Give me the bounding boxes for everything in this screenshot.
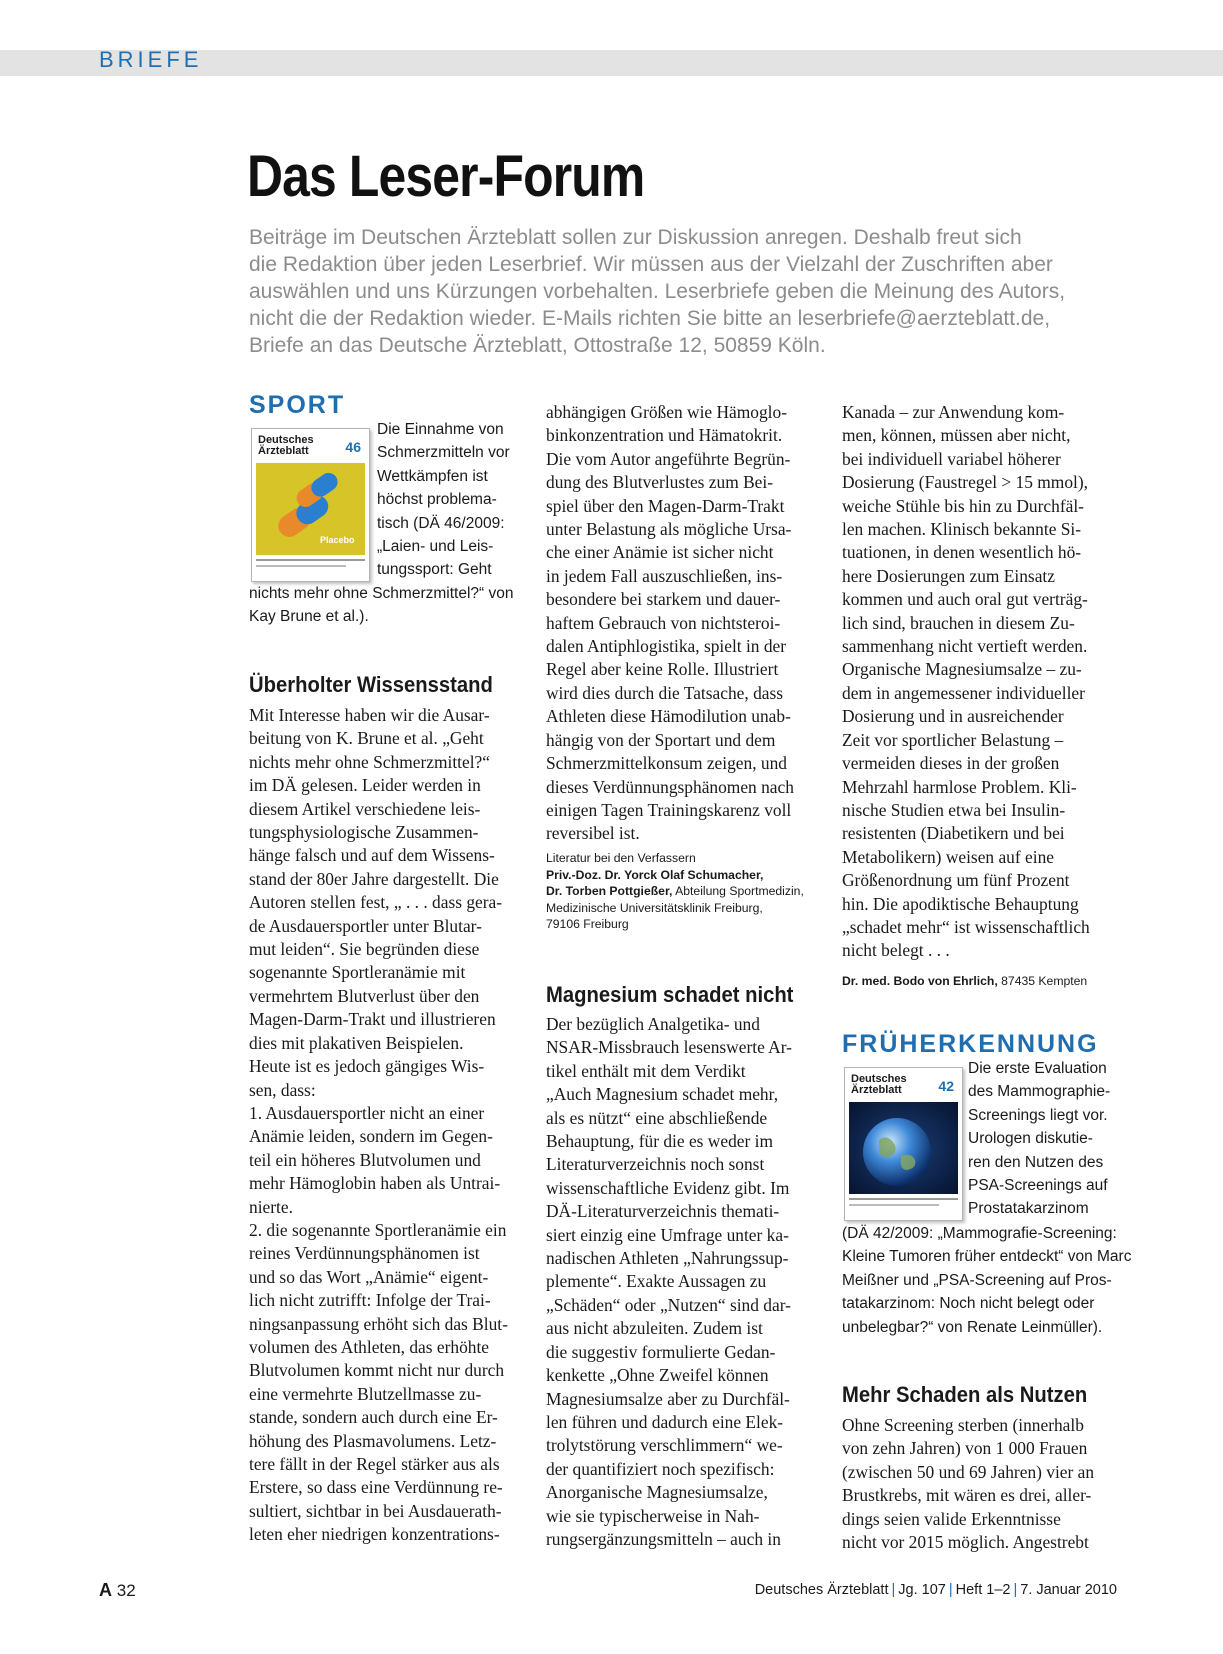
body-line: die suggestiv formulierte Gedan-: [546, 1341, 776, 1362]
teaser-line: nichts mehr ohne Schmerzmittel?“ von: [249, 585, 514, 602]
body-line: bei individuell variabel höherer: [842, 448, 1061, 469]
body-line: dings seien valide Erkenntnisse: [842, 1508, 1061, 1529]
teaser-line: Urologen diskutie-: [968, 1130, 1093, 1148]
body-line: eine vermehrte Blutzellmasse zu-: [249, 1383, 482, 1404]
body-line: siert einzig eine Umfrage unter ka-: [546, 1224, 789, 1245]
body-line: unter Belastung als mögliche Ursa-: [546, 519, 792, 540]
teaser-line: Wettkämpfen ist: [377, 467, 488, 485]
teaser-line: unbelegbar?“ von Renate Leinmüller).: [842, 1318, 1103, 1336]
category-sport: SPORT: [249, 391, 346, 419]
body-line: Der bezüglich Analgetika- und: [546, 1014, 760, 1034]
body-line: Kanada – zur Anwendung kom-: [842, 402, 1065, 422]
intro-text: [249, 224, 1129, 359]
literature-note: Literatur bei den Verfassern: [546, 851, 696, 865]
letter-heading-schaden: Mehr Schaden als Nutzen: [842, 1382, 1088, 1407]
body-line: vermehrtem Blutverlust über den: [249, 985, 480, 1006]
body-line: leten eher niedrigen konzentrations-: [249, 1524, 500, 1545]
teaser-line: höchst problema-: [377, 491, 497, 509]
body-line: sen, dass:: [249, 1079, 316, 1100]
body-line: kenkette „Ohne Zweifel können: [546, 1365, 769, 1386]
teaser-line: Meißner und „PSA-Screening auf Pros-: [842, 1271, 1112, 1289]
body-line: mehr Hämoglobin haben als Untrai-: [249, 1173, 501, 1194]
section-label: BRIEFE: [99, 47, 203, 72]
signature-place: 87435 Kempten: [997, 974, 1088, 988]
letter-body-wissensstand-continued: [546, 401, 818, 846]
teaser-line: (DÄ 42/2009: „Mammografie-Screening:: [842, 1225, 1117, 1242]
body-line: besondere bei starkem und dauer-: [546, 589, 781, 610]
body-line: lich nicht zutrifft: Infolge der Trai-: [249, 1290, 491, 1311]
body-line: nische Studien etwa bei Insulin-: [842, 799, 1066, 820]
teaser-line: tisch (DÄ 46/2009:: [377, 514, 505, 532]
letter-heading-wissensstand: Überholter Wissensstand: [249, 672, 493, 697]
body-line: Die vom Autor angeführte Begrün-: [546, 448, 791, 469]
body-line: Regel aber keine Rolle. Illustriert: [546, 659, 779, 680]
body-line: Mit Interesse haben wir die Ausar-: [249, 705, 490, 725]
intro-line: die Redaktion über jeden Leserbrief. Wir müssen aus der Vielzahl der Zuschriften aber: [249, 253, 1053, 276]
signature-institution: Medizinische Universitätsklinik Freiburg,: [546, 900, 763, 915]
letter-body-magnesium: [546, 1013, 818, 1551]
page-number: A 32: [99, 1580, 136, 1600]
body-line: resistenten (Diabetikern und bei: [842, 823, 1065, 844]
body-line: Organische Magnesiumsalze – zu-: [842, 659, 1082, 680]
earth-globe-image: [849, 1102, 958, 1194]
body-line: binkonzentration und Hämatokrit.: [546, 425, 783, 446]
magazine-cover-42: [844, 1067, 963, 1221]
body-line: „schadet mehr“ ist wissenschaftlich: [842, 916, 1090, 937]
body-line: „Schäden“ oder „Nutzen“ sind dar-: [546, 1294, 791, 1315]
body-line: als es nützt“ eine abschließende: [546, 1107, 768, 1128]
body-line: len führen und dadurch eine Elek-: [546, 1411, 784, 1432]
body-line: reversibel ist.: [546, 823, 640, 844]
body-line: 2. die sogenannte Sportleranämie ein: [249, 1219, 507, 1240]
body-line: Blutvolumen kommt nicht nur durch: [249, 1360, 505, 1381]
teaser-line: Die Einnahme von: [377, 421, 504, 438]
body-line: wie sie typischerweise in Nah-: [546, 1505, 760, 1526]
body-line: wissenschaftliche Evidenz gibt. Im: [546, 1177, 790, 1198]
body-line: tuationen, in denen wesentlich hö-: [842, 542, 1082, 563]
body-line: nichts mehr ohne Schmerzmittel?“: [249, 751, 490, 772]
body-line: nierte.: [249, 1196, 293, 1217]
body-line: hänge falsch und auf dem Wissens-: [249, 845, 495, 866]
teaser-line: Screenings liegt vor.: [968, 1106, 1108, 1124]
body-line: Mehrzahl harmlose Problem. Kli-: [842, 776, 1077, 797]
body-line: Athleten diese Hämodilution unab-: [546, 706, 791, 727]
signature-affiliation: Abteilung Sportmedizin,: [672, 884, 804, 898]
body-line: che einer Anämie ist sicher nicht: [546, 542, 774, 563]
body-line: Magnesiumsalze aber zu Durchfäl-: [546, 1388, 790, 1409]
body-line: „Auch Magnesium schadet mehr,: [546, 1084, 779, 1105]
teaser-line: tatakarzinom: Noch nicht belegt oder: [842, 1295, 1095, 1313]
body-line: sultiert, sichtbar in bei Ausdauerath-: [249, 1500, 502, 1521]
body-line: ningsanpassung erhöht sich das Blut-: [249, 1313, 508, 1334]
body-line: trolytstörung verschlimmern“ we-: [546, 1435, 783, 1456]
signature-author-1: Priv.-Doz. Dr. Yorck Olaf Schumacher,: [546, 867, 764, 882]
body-line: Magen-Darm-Trakt und illustrieren: [249, 1009, 496, 1030]
intro-line: auswählen und uns Kürzungen vorbehalten. Leserbriefe geben die Meinung des Autors,: [249, 280, 1066, 303]
body-line: sogenannte Sportleranämie mit: [249, 962, 466, 983]
body-line: tere fällt in der Regel stärker aus als: [249, 1454, 500, 1474]
body-line: abhängigen Größen wie Hämoglo-: [546, 402, 787, 422]
body-line: Schmerzmittelkonsum zeigen, und: [546, 753, 787, 774]
body-line: nadischen Athleten „Nahrungssup-: [546, 1248, 789, 1269]
body-line: 1. Ausdauersportler nicht an einer: [249, 1102, 485, 1123]
body-line: Metabolikern) weisen auf eine: [842, 846, 1054, 867]
body-line: stand der 80er Jahre dargestellt. Die: [249, 868, 499, 889]
body-line: Zeit vor sportlicher Belastung –: [842, 729, 1064, 750]
body-line: Autoren stellen fest, „ . . . dass gera-: [249, 892, 503, 913]
teaser-line: „Laien- und Leis-: [377, 538, 494, 556]
footer-volume: Jg. 107: [898, 1582, 946, 1598]
body-line: lich sind, brauchen in diesem Zu-: [842, 612, 1075, 633]
body-line: einigen Tagen Trainingskarenz voll: [546, 799, 792, 820]
body-line: tungsphysiologische Zusammen-: [249, 822, 479, 843]
body-line: men, können, müssen aber nicht,: [842, 425, 1071, 446]
body-line: wird dies durch die Tatsache, dass: [546, 682, 784, 703]
cover-masthead: Deutsches Ärzteblatt: [258, 434, 314, 457]
cover-label: Placebo: [320, 535, 355, 545]
body-line: Literaturverzeichnis noch sonst: [546, 1154, 765, 1175]
page-title: Das Leser-Forum: [247, 144, 645, 209]
body-line: Brustkrebs, mit wären es drei, aller-: [842, 1485, 1092, 1506]
sport-teaser: [377, 418, 510, 582]
body-line: Behauptung, für die es weder im: [546, 1131, 773, 1152]
body-line: here Dosierungen zum Einsatz: [842, 565, 1055, 586]
body-line: Heute ist es jedoch gängiges Wis-: [249, 1056, 485, 1077]
signature-author-2: Dr. Torben Pottgießer,: [546, 884, 673, 898]
letter-body-wissensstand: [249, 704, 521, 1547]
body-line: im DÄ gelesen. Leider werden in: [249, 775, 481, 796]
frueh-teaser: [968, 1057, 1110, 1221]
body-line: von zehn Jahren) von 1 000 Frauen: [842, 1438, 1088, 1459]
body-line: beitung von K. Brune et al. „Geht: [249, 728, 484, 749]
teaser-line: Prostatakarzinom: [968, 1200, 1089, 1218]
body-line: hin. Die apodiktische Behauptung: [842, 893, 1079, 914]
intro-line: Beiträge im Deutschen Ärzteblatt sollen zur Diskussion anregen. Deshalb freut sich: [249, 226, 1022, 249]
body-line: spiel über den Magen-Darm-Trakt: [546, 495, 785, 516]
cover-issue-number: 42: [938, 1078, 954, 1094]
body-line: NSAR-Missbrauch lesenswerte Ar-: [546, 1037, 792, 1058]
body-line: der quantifiziert noch spezifisch:: [546, 1458, 775, 1479]
journal-footer: Deutsches Ärzteblatt | Jg. 107 | Heft 1–2 | 7. Januar 2010: [754, 1582, 1117, 1598]
body-line: und so das Wort „Anämie“ eigent-: [249, 1266, 489, 1287]
body-line: plemente“. Exakte Aussagen zu: [546, 1271, 767, 1292]
teaser-line: des Mammographie-: [968, 1083, 1111, 1101]
body-line: aus nicht abzuleiten. Zudem ist: [546, 1318, 763, 1339]
cover-masthead: Deutsches Ärzteblatt: [851, 1073, 907, 1096]
body-line: diesem Artikel verschiedene leis-: [249, 798, 481, 819]
body-line: haftem Gebrauch von nichtsteroi-: [546, 612, 781, 633]
body-line: reines Verdünnungsphänomen ist: [249, 1243, 480, 1264]
body-line: rungsergänzungsmitteln – auch in: [546, 1528, 781, 1549]
body-line: dies mit plakativen Beispielen.: [249, 1032, 464, 1053]
body-line: dung des Blutverlustes zum Bei-: [546, 472, 774, 493]
body-line: tikel enthält mit dem Verdikt: [546, 1060, 746, 1081]
body-line: stande, sondern auch durch eine Er-: [249, 1407, 498, 1428]
teaser-line: Kay Brune et al.).: [249, 608, 369, 626]
body-line: DÄ-Literaturverzeichnis themati-: [546, 1201, 780, 1222]
cover-issue-number: 46: [345, 439, 361, 455]
footer-date: 7. Januar 2010: [1020, 1582, 1117, 1598]
teaser-line: Kleine Tumoren früher entdeckt“ von Marc: [842, 1248, 1132, 1266]
body-line: (zwischen 50 und 69 Jahren) vier an: [842, 1461, 1095, 1482]
frueh-teaser-continued: [842, 1222, 1131, 1339]
body-line: len machen. Klinisch bekannte Si-: [842, 519, 1082, 540]
body-line: dem in angemessener individueller: [842, 682, 1085, 703]
teaser-line: Schmerzmitteln vor: [377, 444, 510, 462]
teaser-line: PSA-Screenings auf: [968, 1177, 1108, 1195]
pill-capsules-image: [256, 463, 365, 555]
body-line: dalen Antiphlogistika, spielt in der: [546, 636, 787, 657]
body-line: sammenhang nicht vertieft werden.: [842, 636, 1088, 657]
body-line: kommen und auch oral gut verträg-: [842, 589, 1088, 610]
letter-body-schaden: [842, 1414, 1122, 1554]
letter-body-magnesium-continued: [842, 401, 1122, 963]
teaser-line: ren den Nutzen des: [968, 1153, 1104, 1171]
intro-line: Briefe an das Deutsche Ärzteblatt, Ottostraße 12, 50859 Köln.: [249, 334, 826, 357]
body-line: de Ausdauersportler unter Blutar-: [249, 915, 482, 936]
body-line: Erstere, so dass eine Verdünnung re-: [249, 1477, 503, 1498]
teaser-line: tungssport: Geht: [377, 561, 492, 579]
body-line: Ohne Screening sterben (innerhalb: [842, 1415, 1084, 1435]
body-line: vermeiden dieses in der großen: [842, 753, 1060, 774]
intro-line: nicht die der Redaktion wieder. E-Mails richten Sie bitte an leserbriefe@aerzteblatt.de,: [249, 307, 1051, 330]
category-frueherkennung: FRÜHERKENNUNG: [842, 1030, 1099, 1058]
body-line: in jedem Fall auszuschließen, ins-: [546, 565, 783, 586]
body-line: Dosierung und in ausreichender: [842, 706, 1064, 727]
signature-city: 79106 Freiburg: [546, 917, 629, 931]
teaser-line: Die erste Evaluation: [968, 1060, 1107, 1077]
magazine-cover-46: [251, 428, 370, 582]
body-line: nicht belegt . . .: [842, 940, 950, 961]
body-line: teil ein höheres Blutvolumen und: [249, 1149, 481, 1170]
footer-issue: Heft 1–2: [955, 1582, 1011, 1598]
body-line: volumen des Athleten, das erhöhte: [249, 1336, 490, 1357]
body-line: mut leiden“. Sie begründen diese: [249, 939, 480, 960]
body-line: hängig von der Sportart und dem: [546, 729, 776, 750]
body-line: dieses Verdünnungsphänomen nach: [546, 776, 794, 797]
body-line: weiche Stühle bis hin zu Durchfäl-: [842, 495, 1084, 516]
body-line: Dosierung (Faustregel > 15 mmol),: [842, 472, 1088, 493]
body-line: höhung des Plasmavolumens. Letz-: [249, 1430, 497, 1451]
letter-signature-schumacher: [546, 850, 818, 933]
body-line: Größenordnung um fünf Prozent: [842, 870, 1070, 891]
signature-author: Dr. med. Bodo von Ehrlich,: [842, 974, 998, 988]
body-line: Anämie leiden, sondern im Gegen-: [249, 1126, 493, 1147]
body-line: Anorganische Magnesiumsalze,: [546, 1482, 768, 1503]
sport-teaser-continued: [249, 582, 513, 629]
letter-signature-ehrlich: [842, 973, 1122, 990]
letter-heading-magnesium: Magnesium schadet nicht: [546, 982, 794, 1007]
footer-journal: Deutsches Ärzteblatt: [754, 1582, 889, 1598]
body-line: nicht vor 2015 möglich. Angestrebt: [842, 1532, 1089, 1553]
